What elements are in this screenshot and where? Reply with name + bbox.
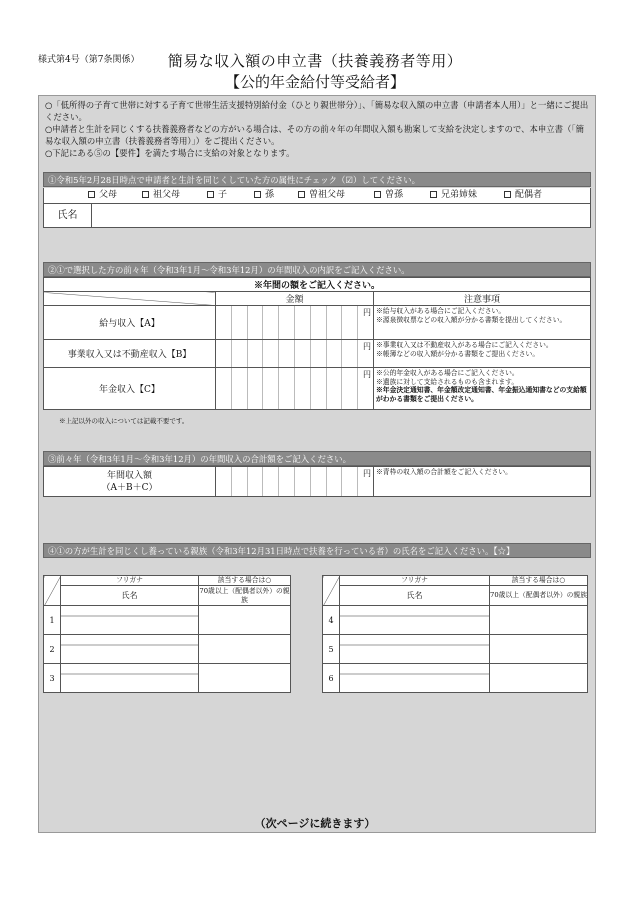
table-row xyxy=(44,635,291,664)
over70-header: 70歳以上（配偶者以外）の親族 xyxy=(199,587,290,604)
section4-heading: ④①の方が生計を同じくし養っている親族（令和3年12月31日時点で扶養を行っている者）の氏名をご記入ください。【☆】 xyxy=(43,543,591,558)
relative-name-input[interactable] xyxy=(340,606,490,635)
row-number: 4 xyxy=(323,606,340,635)
digit-boxes xyxy=(216,340,373,367)
yen-unit: 円 xyxy=(363,370,371,379)
business-amount-input[interactable] xyxy=(216,340,374,368)
form-id: 様式第4号（第7条関係） xyxy=(38,55,140,65)
note-line: ※遺族に対して支給されるものも含まれます。 xyxy=(376,377,519,386)
furigana-header: フリガナ xyxy=(61,576,199,586)
check-great-grandchild[interactable] xyxy=(374,188,403,203)
over70-mark-input[interactable] xyxy=(490,635,588,664)
note-1: ○「低所得の子育て世帯に対する子育て世帯生活支援特別給付金（ひとり親世帯分）」、「簡易な収入額の申立書（申請者本人用）」と一緒にご提出ください。 xyxy=(45,100,589,122)
check-grandchild[interactable] xyxy=(254,188,274,203)
check-label: 父母 xyxy=(99,190,118,200)
salary-notes xyxy=(374,306,591,340)
instruction: ※年間の額をご記入ください。 xyxy=(44,278,591,292)
checkbox-icon xyxy=(88,191,95,198)
over70-mark-input[interactable] xyxy=(490,606,588,635)
check-label: 配偶者 xyxy=(515,190,543,200)
yen-unit: 円 xyxy=(363,469,371,478)
relative-name-input[interactable] xyxy=(340,635,490,664)
intro-notes xyxy=(45,99,591,159)
diagonal-header-cell xyxy=(44,292,216,306)
digit-boxes xyxy=(216,368,373,409)
furigana-header: フリガナ xyxy=(340,576,490,586)
income-footnote: ※上記以外の収入については記載不要です。 xyxy=(59,417,189,425)
check-siblings[interactable] xyxy=(430,188,477,203)
digit-boxes xyxy=(216,467,373,496)
salary-amount-input[interactable] xyxy=(216,306,374,340)
checkbox-icon xyxy=(504,191,511,198)
checkbox-icon xyxy=(254,191,261,198)
yen-unit: 円 xyxy=(363,342,371,351)
diagonal-header-cell xyxy=(323,576,340,606)
total-label-line2: （A＋B＋C） xyxy=(101,482,158,493)
row-number: 6 xyxy=(323,664,340,693)
total-label-line1: 年間収入額 xyxy=(106,470,152,481)
check-label: 曽祖父母 xyxy=(309,190,346,200)
name-label: 氏名 xyxy=(44,204,92,227)
check-child[interactable] xyxy=(207,188,227,203)
form-panel xyxy=(38,95,596,833)
checkbox-icon xyxy=(430,191,437,198)
over70-header: 70歳以上（配偶者以外）の親族 xyxy=(490,586,588,606)
pension-amount-input[interactable] xyxy=(216,368,374,410)
yen-unit: 円 xyxy=(363,308,371,317)
check-label: 曽孫 xyxy=(385,190,404,200)
row-number: 3 xyxy=(44,664,61,693)
check-spouse[interactable] xyxy=(504,188,542,203)
table-row xyxy=(44,606,291,635)
name-field[interactable] xyxy=(43,204,591,228)
over70-mark-input[interactable] xyxy=(199,664,291,693)
checkbox-icon xyxy=(374,191,381,198)
col-amount: 金額 xyxy=(216,292,374,306)
check-label: 兄弟姉妹 xyxy=(441,190,478,200)
note-line: ※源泉徴収票などの収入額が分かる書類を提出してください。 xyxy=(376,315,567,324)
total-income-table xyxy=(43,466,591,497)
total-note: ※青枠の収入額の合計額をご記入ください。 xyxy=(374,467,591,497)
relative-name-input[interactable] xyxy=(61,664,199,693)
row-number: 5 xyxy=(323,635,340,664)
applicable-header: 該当する場合は○ xyxy=(199,576,291,586)
table-row xyxy=(323,664,588,693)
table-row xyxy=(44,368,591,410)
row-number: 1 xyxy=(44,606,61,635)
applicable-header: 該当する場合は○ xyxy=(490,576,588,586)
section3-heading: ③前々年（令和3年1月～令和3年12月）の年間収入の合計額をご記入ください。 xyxy=(43,451,591,466)
over70-mark-input[interactable] xyxy=(199,635,291,664)
continued-notice: （次ページに続きます） xyxy=(254,817,376,830)
table-row xyxy=(323,606,588,635)
row-number: 2 xyxy=(44,635,61,664)
page-title: 簡易な収入額の申立書（扶養義務者等用） xyxy=(167,52,463,70)
check-label: 祖父母 xyxy=(153,190,181,200)
row-label-business: 事業収入又は不動産収入【B】 xyxy=(44,340,216,368)
relative-name-input[interactable] xyxy=(340,664,490,693)
note-3: ○下記にある⑤の【要件】を満たす場合に支給の対象となります。 xyxy=(45,148,295,158)
name-header: 氏名 xyxy=(61,586,199,606)
section2-heading: ②①で選択した方の前々年（令和3年1月～令和3年12月）の年間収入の内訳をご記入ください。 xyxy=(43,262,591,277)
note-line: ※公的年金収入がある場合にご記入ください。 xyxy=(376,369,519,377)
note-line: ※帳簿などの収入額が分かる書類をご提出ください。 xyxy=(376,349,540,358)
note-line: ※年金決定通知書、年金額改定通知書、年金振込通知書などの支給額がわかる書類をご提出ください。 xyxy=(376,386,587,403)
note-2: ○申請者と生計を同じくする扶養義務者などの方がいる場合は、その方の前々年の年間収入額も勘案して支給を決定しますので、本申立書（「簡易な収入額の申立書（扶養義務者等用）」）をご提出ください。 xyxy=(45,124,584,146)
checkbox-icon xyxy=(298,191,305,198)
row-label-salary: 給与収入【A】 xyxy=(44,306,216,340)
row-label-pension: 年金収入【C】 xyxy=(44,368,216,410)
digit-boxes xyxy=(216,306,373,339)
name-header: 氏名 xyxy=(340,586,490,606)
over70-mark-input[interactable] xyxy=(199,606,291,635)
income-breakdown-table xyxy=(43,277,591,410)
page-subtitle: 【公的年金給付等受給者】 xyxy=(224,73,405,91)
relationship-checkboxes xyxy=(43,188,591,204)
over70-mark-input[interactable] xyxy=(490,664,588,693)
check-label: 子 xyxy=(218,190,228,200)
relative-name-input[interactable] xyxy=(61,635,199,664)
check-great-grandparents[interactable] xyxy=(298,188,345,203)
checkbox-icon xyxy=(207,191,214,198)
note-line: ※事業収入又は不動産収入がある場合にご記入ください。 xyxy=(376,341,553,349)
note-line: ※給与収入がある場合にご記入ください。 xyxy=(376,307,506,315)
checkbox-icon xyxy=(142,191,149,198)
check-grandparents[interactable] xyxy=(142,188,180,203)
table-row xyxy=(44,306,591,340)
table-row xyxy=(44,340,591,368)
pension-notes xyxy=(374,368,591,410)
table-row xyxy=(323,635,588,664)
business-notes xyxy=(374,340,591,368)
table-row xyxy=(44,664,291,693)
total-label xyxy=(44,467,216,497)
diagonal-header-cell xyxy=(44,576,61,606)
relative-name-input[interactable] xyxy=(61,606,199,635)
total-amount-input[interactable] xyxy=(216,467,374,497)
check-label: 孫 xyxy=(265,190,275,200)
check-parents[interactable] xyxy=(88,188,117,203)
relatives-table-right xyxy=(322,575,588,693)
relatives-table-left xyxy=(43,575,291,693)
section1-heading: ①令和5年2月28日時点で申請者と生計を同じくしていた方の属性にチェック（☑）してください。 xyxy=(43,172,591,187)
col-notes: 注意事項 xyxy=(374,292,591,306)
